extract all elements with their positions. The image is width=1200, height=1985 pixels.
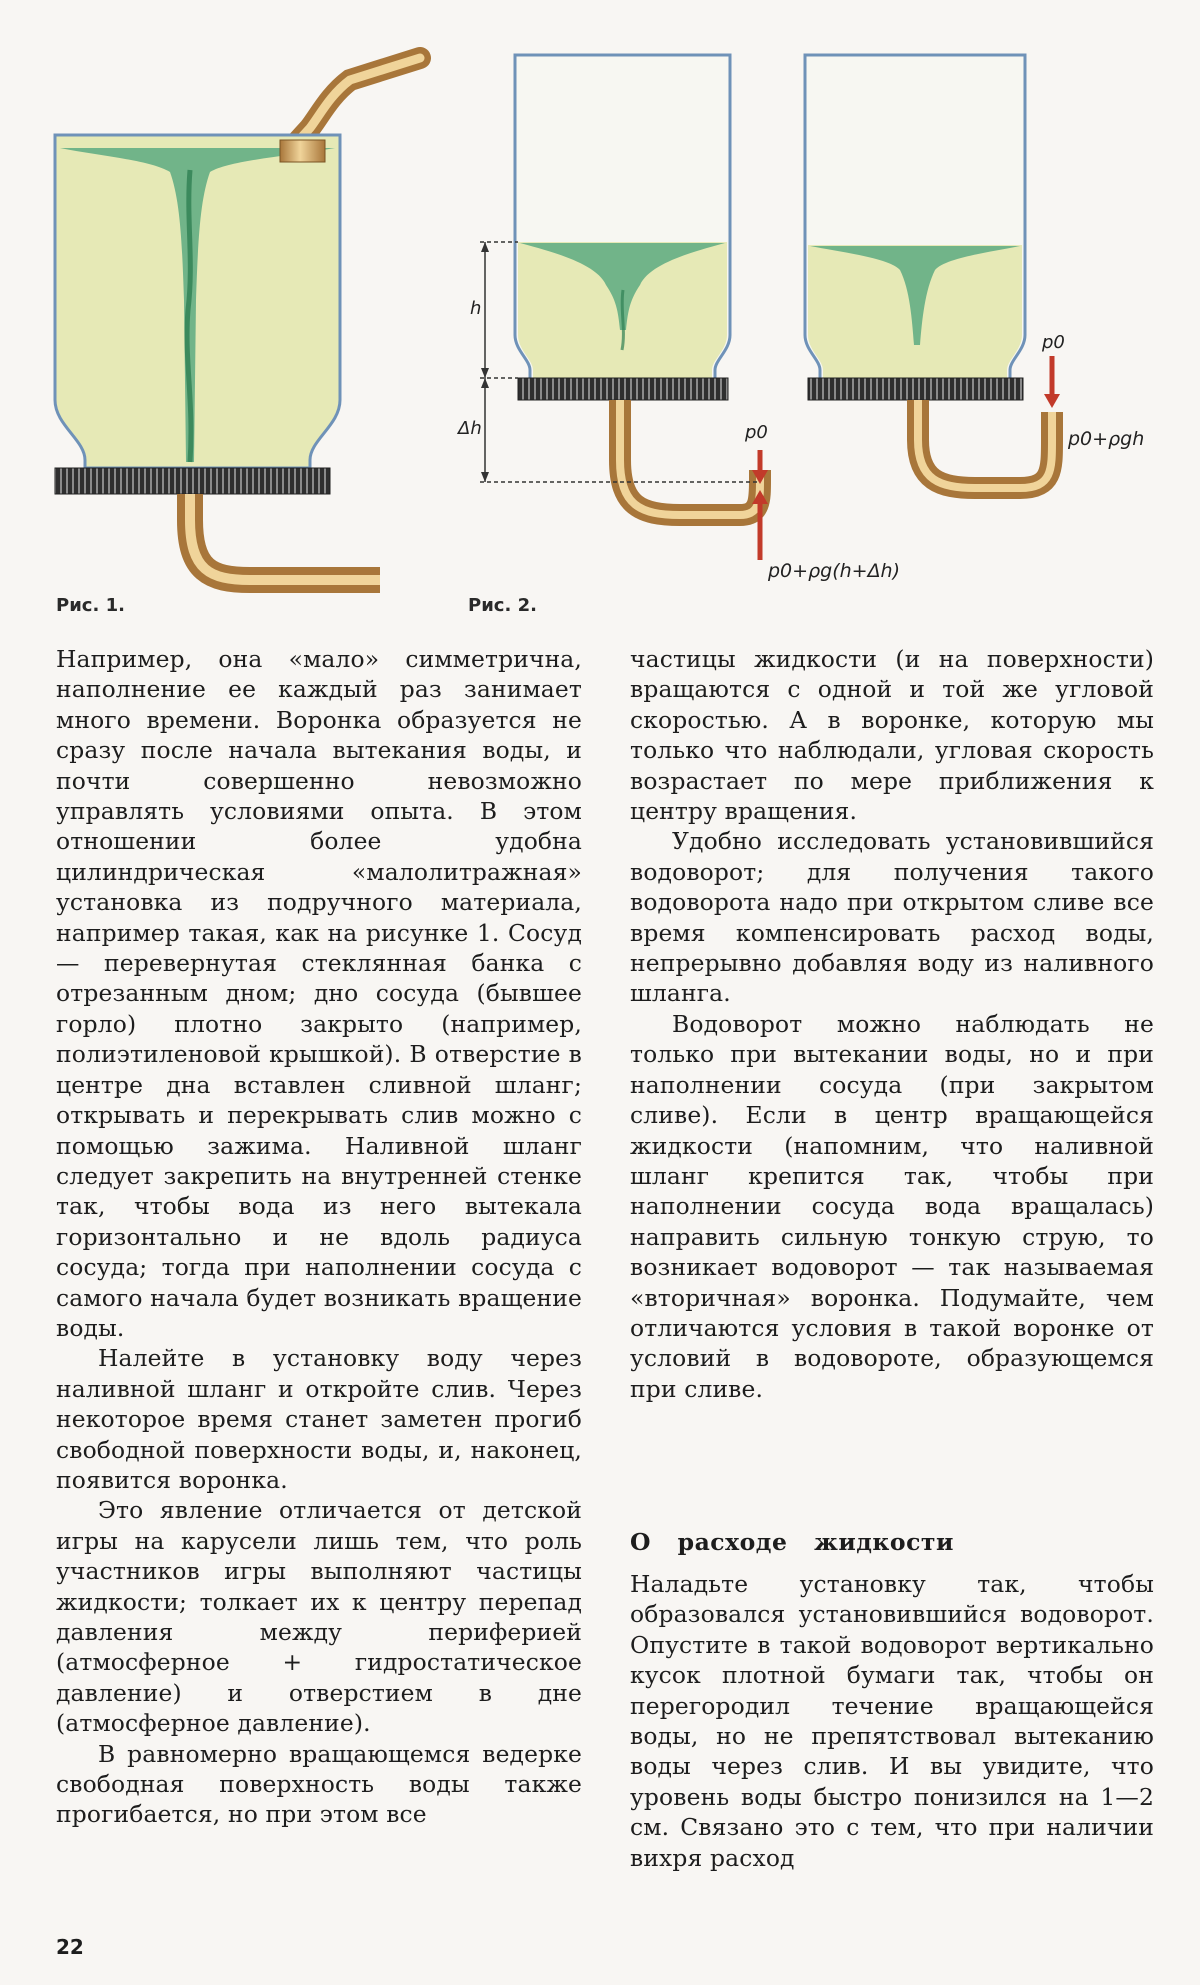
section-text-column [630, 1569, 1154, 1873]
figure-1-caption: Рис. 1. [56, 595, 125, 616]
paragraph: Например, она «мало» симметрична, наполнение ее каждый раз занимает много времени. Воронка образуется не сразу после начала вытекания воды, и почти совершенно невозможно управлять условиями опыта. В этом отношении более удобна цилиндрическая «малолитражная» установка из подручного материала, например такая, как на рисунке 1. Сосуд — перевернутая стеклянная банка с отрезанным дном; дно сосуда (бывшее горло) плотно закрыто (например, полиэтиленовой крышкой). В отверстие в центре дна вставлен сливной шланг; открывать и перекрывать слив можно с помощью зажима. Наливной шланг следует закрепить на внутренней стенке так, чтобы вода из него вытекала горизонтально и не вдоль радиуса сосуда; тогда при наполнении сосуда с самого начала будет возникать вращение воды. [56, 645, 583, 1342]
figure-1-jar [55, 58, 420, 580]
figure-2b-jar [805, 55, 1144, 488]
label-p0-left: p0 [745, 422, 768, 443]
left-text-column [56, 644, 582, 1830]
paragraph: Водоворот можно наблюдать не только при вытекании воды, но и при наполнении сосуда (при закрытом сливе). Если в центр вращающейся жидкости (напомним, что наливной шланг крепится так, чтобы при наполнении сосуда вода вращалась) направить сильную тонкую струю, то возникает водоворот — так называемая «вторичная» воронка. Подумайте, чем отличаются условия в такой воронке от условий в водовороте, образующемся при сливе. [630, 1009, 1154, 1403]
paragraph: Налейте в установку воду через наливной шланг и откройте слив. Через некоторое время станет заметен прогиб свободной поверхности воды, и, наконец, появится воронка. [56, 1344, 582, 1494]
page-number: 22 [56, 1935, 84, 1959]
paragraph: частицы жидкости (и на поверхности) вращаются с одной и той же угловой скоростью. А в воронке, которую мы только что наблюдали, угловая скорость возрастает по мере приближения к центру вращения. [630, 645, 1154, 826]
label-p0-right: p0 [1042, 332, 1065, 353]
figures-illustration [0, 0, 1200, 620]
right-text-column [630, 644, 1154, 1404]
label-h: h [470, 298, 482, 319]
paragraph: В равномерно вращающемся ведерке свободная поверхность воды также прогибается, но при этом все [56, 1739, 582, 1829]
section-heading: О расходе жидкости [630, 1528, 954, 1556]
paragraph: Наладьте установку так, чтобы образовался установившийся водоворот. Опустите в такой водоворот вертикально кусок плотной бумаги так, чтобы он перегородил течение вращающейся воды, но не препятствовал вытеканию воды через слив. И вы увидите, что уровень воды быстро понизился на 1—2 см. Связано это с тем, что при наличии вихря расход [630, 1570, 1154, 1872]
label-delta-h: Δh [458, 418, 482, 439]
paragraph: Это явление отличается от детской игры на карусели лишь тем, что роль участников игры выполняют частицы жидкости; толкает их к центру перепад давления между периферией (атмосферное + гидростатическое давление) и отверстием в дне (атмосферное давление). [56, 1496, 582, 1738]
label-pressure-bottom: p0+ρg(h+Δh) [768, 560, 901, 582]
jar-lid [55, 468, 330, 494]
paragraph: Удобно исследовать установившийся водоворот; для получения такого водоворота надо при открытом сливе все время компенсировать расход воды, непрерывно добавляя воду из наливного шланга. [630, 827, 1154, 1008]
label-pressure-right: p0+ρgh [1068, 428, 1145, 450]
figure-2-caption: Рис. 2. [468, 595, 537, 616]
